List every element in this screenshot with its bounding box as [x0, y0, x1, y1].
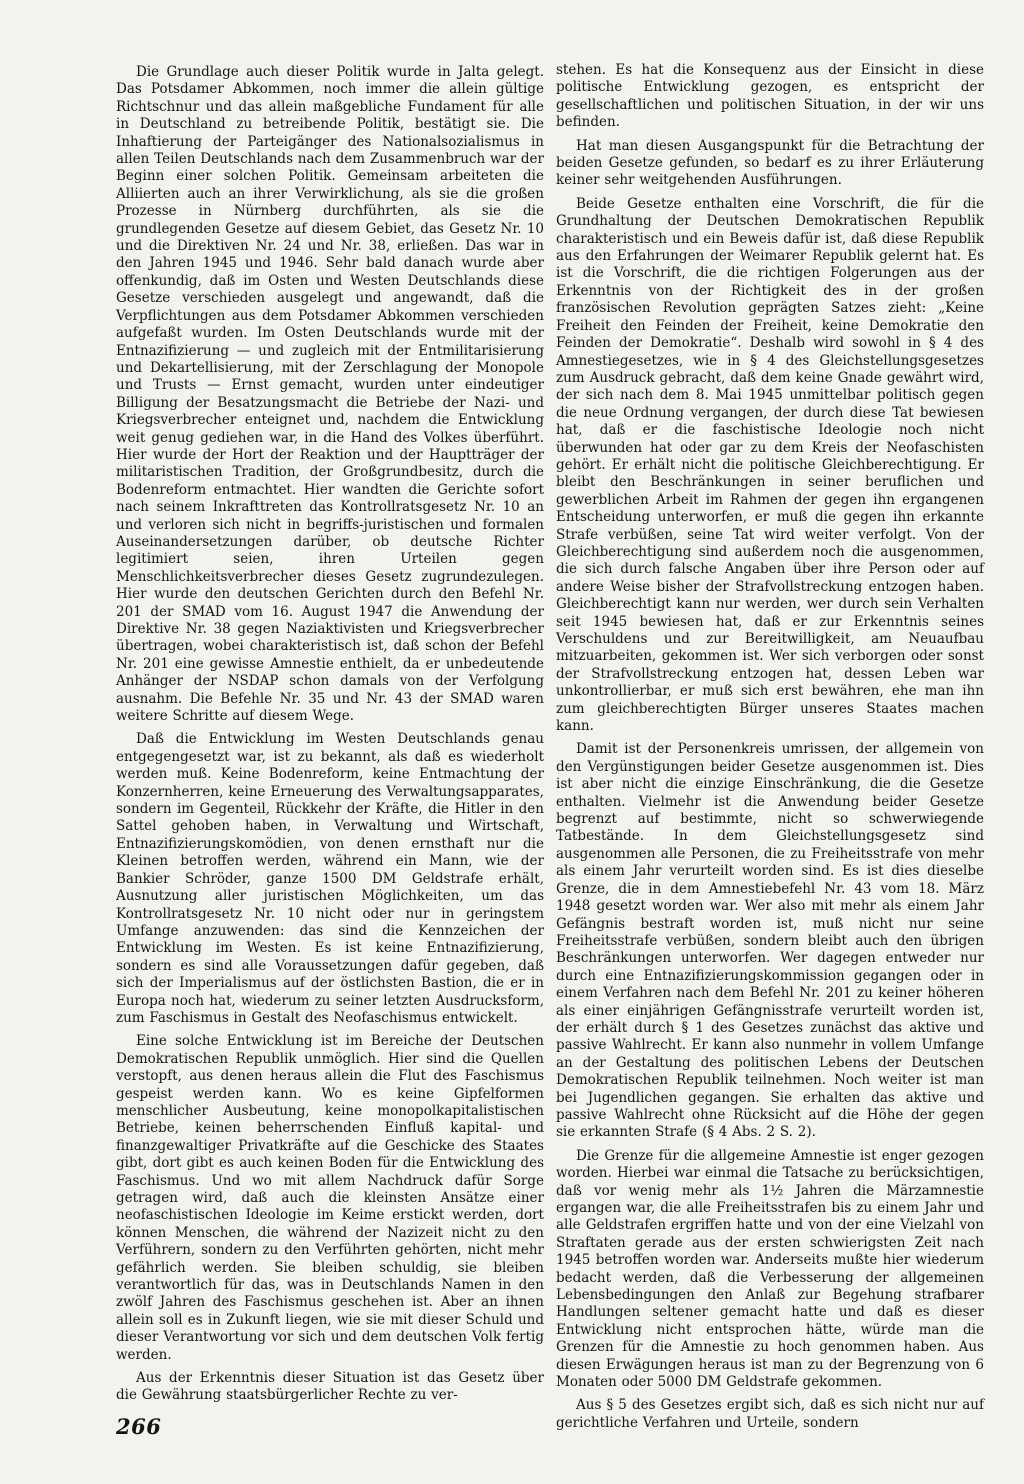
paragraph: Beide Gesetze enthalten eine Vorschrift, die für die Grundhaltung der Deutschen Demokratischen Republik charakteristisch und ein Beweis dafür ist, daß diese Republik aus den Erfahrungen der Weimarer Republik gelernt hat. Es ist die Vorschrift, die die richtigen Folgerungen aus der Erkenntnis von der Richtigkeit des in der großen französischen Revolution geprägten Satzes zieht: „Keine Freiheit den Feinden der Freiheit, keine Demokratie den Feinden der Demokratie“. Deshalb wird sowohl in § 4 des Amnestiegesetzes, wie in § 4 des Gleichstellungsgesetzes zum Ausdruck gebracht, daß dem keine Gnade gewährt wird, der sich nach dem 8. Mai 1945 unmittelbar politisch gegen die neue Ordnung vergangen, der durch diese Tat bewiesen hat, daß er die faschistische Ideologie noch nicht überwunden hat oder gar zu dem Kreis der Neofaschisten gehört. Er erhält nicht die politische Gleichberechtigung. Er bleibt den Beschränkungen in seiner beruflichen und gewerblichen Arbeit im Rahmen der gegen ihn ergangenen Entscheidung unterworfen, er muß die gegen ihn erkannte Strafe verbüßen, seine Tat wird weiter verfolgt. Von der Gleichberechtigung sind außerdem noch die ausgenommen, die sich durch falsche Angaben über ihre Person oder auf andere Weise bisher der Strafvollstreckung entzogen haben. Gleichberechtigt kann nur werden, wer durch sein Verhalten seit 1945 bewiesen hat, daß er zur Erkenntnis seines Verschuldens und zur Bereitwilligkeit, am Neuaufbau mitzuarbeiten, gekommen ist. Wer sich verborgen oder sonst der Strafvollstreckung entzogen hat, dessen Leben war unkontrollierbar, er muß sich erst bewähren, ehe man ihn zum gleichberechtigten Bürger unseres Staates machen kann.: [556, 195, 984, 735]
paragraph: Aus der Erkenntnis dieser Situation ist das Gesetz über die Gewährung staatsbürgerlicher Rechte zu ver-: [116, 1370, 544, 1404]
left-column: [116, 64, 544, 1411]
paragraph: Die Grenze für die allgemeine Amnestie ist enger gezogen worden. Hierbei war einmal die Tatsache zu berücksichtigen, daß vor wenig mehr als 1½ Jahren die Märzamnestie ergangen war, die alle Freiheitsstrafen bis zu einem Jahr und alle Geldstrafen ergriffen hatte und von der eine Vielzahl von Straftaten gerade aus der ersten schwierigsten Zeit nach 1945 betroffen worden war. Anderseits mußte hier wiederum bedacht werden, daß die Verbesserung der allgemeinen Lebensbedingungen den Anlaß zur Begehung strafbarer Handlungen seltener gemacht hatte und daß es dieser Entwicklung nicht entsprochen hätte, würde man die Grenzen für die Amnestie zu hoch genommen haben. Aus diesen Erwägungen heraus ist man zu der Begrenzung von 6 Monaten oder 5000 DM Geldstrafe gekommen.: [556, 1147, 984, 1391]
paragraph: Daß die Entwicklung im Westen Deutschlands genau entgegengesetzt war, ist zu bekannt, als daß es wiederholt werden muß. Keine Bodenreform, keine Entmachtung der Konzernherren, keine Erneuerung des Verwaltungsapparates, sondern im Gegenteil, Rückkehr der Kräfte, die Hitler in den Sattel gehoben haben, in Verwaltung und Wirtschaft, Entnazifizierungskomödien, von denen ernsthaft nur die Kleinen betroffen werden, während ein Mann, wie der Bankier Schröder, ganze 1500 DM Geldstrafe erhält, Ausnutzung aller juristischen Möglichkeiten, um das Kontrollratsgesetz Nr. 10 nicht oder nur in geringstem Umfange anzuwenden: das sind die Kennzeichen der Entwicklung im Westen. Es ist keine Entnazifizierung, sondern es sind alle Voraussetzungen dafür gegeben, daß sich der Imperialismus auf der östlichsten Bastion, die er in Europa noch hat, wiederum zu seiner letzten Ausdrucksform, zum Faschismus in Gestalt des Neofaschismus entwickelt.: [116, 731, 544, 1026]
paragraph: Hat man diesen Ausgangspunkt für die Betrachtung der beiden Gesetze gefunden, so bedarf es zu ihrer Erläuterung keiner sehr weitgehenden Ausführungen.: [556, 137, 984, 189]
right-column: [556, 62, 984, 1438]
paragraph: Damit ist der Personenkreis umrissen, der allgemein von den Vergünstigungen beider Gesetze ausgenommen ist. Dies ist aber nicht die einzige Einschränkung, die die Gesetze enthalten. Vielmehr ist die Anwendung beider Gesetze begrenzt auf bestimmte, nicht so schwerwiegende Tatbestände. In dem Gleichstellungsgesetz sind ausgenommen alle Personen, die zu Freiheitsstrafe von mehr als einem Jahr verurteilt worden sind. Es ist dies dieselbe Grenze, die in dem Amnestiebefehl Nr. 43 vom 18. März 1948 gesetzt worden war. Wer also mit mehr als einem Jahr Gefängnis bestraft worden ist, muß nicht nur seine Freiheitsstrafe verbüßen, sondern bleibt auch den übrigen Beschränkungen unterworfen. Wer dagegen entweder nur durch eine Entnazifizierungskommission gegangen oder in einem Verfahren nach dem Befehl Nr. 201 zu keiner höheren als einer einjährigen Gefängnisstrafe verurteilt worden ist, der erhält durch § 1 des Gesetzes zunächst das aktive und passive Wahlrecht. Er kann also nunmehr in vollem Umfange an der Gestaltung des politischen Lebens der Deutschen Demokratischen Republik teilnehmen. Noch weiter ist man bei Jugendlichen gegangen. Sie erhalten das aktive und passive Wahlrecht ohne Rücksicht auf die Höhe der gegen sie erkannten Strafe (§ 4 Abs. 2 S. 2).: [556, 741, 984, 1141]
paragraph-continued: stehen. Es hat die Konsequenz aus der Einsicht in diese politische Entwicklung gezogen, es entspricht der gesellschaftlichen und politischen Situation, in der wir uns befinden.: [556, 62, 984, 131]
paragraph: Eine solche Entwicklung ist im Bereiche der Deutschen Demokratischen Republik unmöglich. Hier sind die Quellen verstopft, aus denen heraus allein die Flut des Faschismus gespeist werden kann. Wo es keine Gipfelformen menschlicher Ausbeutung, keine monopolkapitalistischen Betriebe, keinen beherrschenden Einfluß kapital- und finanzgewaltiger Privatkräfte auf die Geschicke des Staates gibt, dort gibt es auch keinen Boden für die Entwicklung des Faschismus. Und wo mit allem Nachdruck dafür Sorge getragen wird, daß auch die kleinsten Ansätze einer neofaschistischen Ideologie im Keime erstickt werden, dort können Menschen, die während der Nazizeit nicht zu den Verführern, sondern zu den Verführten gehörten, nicht mehr gefährlich werden. Sie bleiben schuldig, sie bleiben verantwortlich für das, was in Deutschlands Namen in den zwölf Jahren des Faschismus geschehen ist. Aber an ihnen allein soll es in Zukunft liegen, wie sie mit dieser Schuld und dieser Verantwortung vor sich und dem deutschen Volk fertig werden.: [116, 1033, 544, 1363]
paragraph: Aus § 5 des Gesetzes ergibt sich, daß es sich nicht nur auf gerichtliche Verfahren und Urteile, sondern: [556, 1397, 984, 1431]
paragraph: Die Grundlage auch dieser Politik wurde in Jalta gelegt. Das Potsdamer Abkommen, noch immer die allein gültige Richtschnur und das allein maßgebliche Fundament für alle in Deutschland zu betreibende Politik, bestätigt sie. Die Inhaftierung der Parteigänger des Nationalsozialismus in allen Teilen Deutschlands nach dem Zusammenbruch war der Beginn einer solchen Politik. Gemeinsam arbeiteten die Alliierten auch an ihrer Verwirklichung, als sie die großen Prozesse in Nürnberg durchführten, als sie die grundlegenden Gesetze auf diesem Gebiet, das Gesetz Nr. 10 und die Direktiven Nr. 24 und Nr. 38, erließen. Das war in den Jahren 1945 und 1946. Sehr bald danach wurde aber offenkundig, daß im Osten und Westen Deutschlands diese Gesetze verschieden ausgelegt und angewandt, daß die Verpflichtungen aus dem Potsdamer Abkommen verschieden aufgefaßt wurden. Im Osten Deutschlands wurde mit der Entnazifizierung — und zugleich mit der Entmilitarisierung und Dekartellisierung, mit der Zerschlagung der Monopole und Trusts — Ernst gemacht, wurden unter eindeutiger Billigung der Besatzungsmacht die Betriebe der Nazi- und Kriegsverbrecher enteignet und, nachdem die Entwicklung weit genug gediehen war, in die Hand des Volkes überführt. Hier wurde der Hort der Reaktion und der Hauptträger der militaristischen Tradition, der Großgrundbesitz, durch die Bodenreform entmachtet. Hier wandten die Gerichte sofort nach seinem Inkrafttreten das Kontrollratsgesetz Nr. 10 an und verloren sich nicht in begriffs-juristischen und formalen Auseinandersetzungen darüber, ob deutsche Richter legitimiert seien, ihren Urteilen gegen Menschlichkeitsverbrecher dieses Gesetz zugrundezulegen. Hier wurde den deutschen Gerichten durch den Befehl Nr. 201 der SMAD vom 16. August 1947 die Anwendung der Direktive Nr. 38 gegen Naziaktivisten und Kriegsverbrecher übertragen, wobei charakteristisch ist, daß schon der Befehl Nr. 201 eine gewisse Amnestie enthielt, da er unbedeutende Anhänger der NSDAP schon damals von der Verfolgung ausnahm. Die Befehle Nr. 35 und Nr. 43 der SMAD waren weitere Schritte auf diesem Wege.: [116, 64, 544, 725]
page-number: 266: [116, 1414, 162, 1439]
